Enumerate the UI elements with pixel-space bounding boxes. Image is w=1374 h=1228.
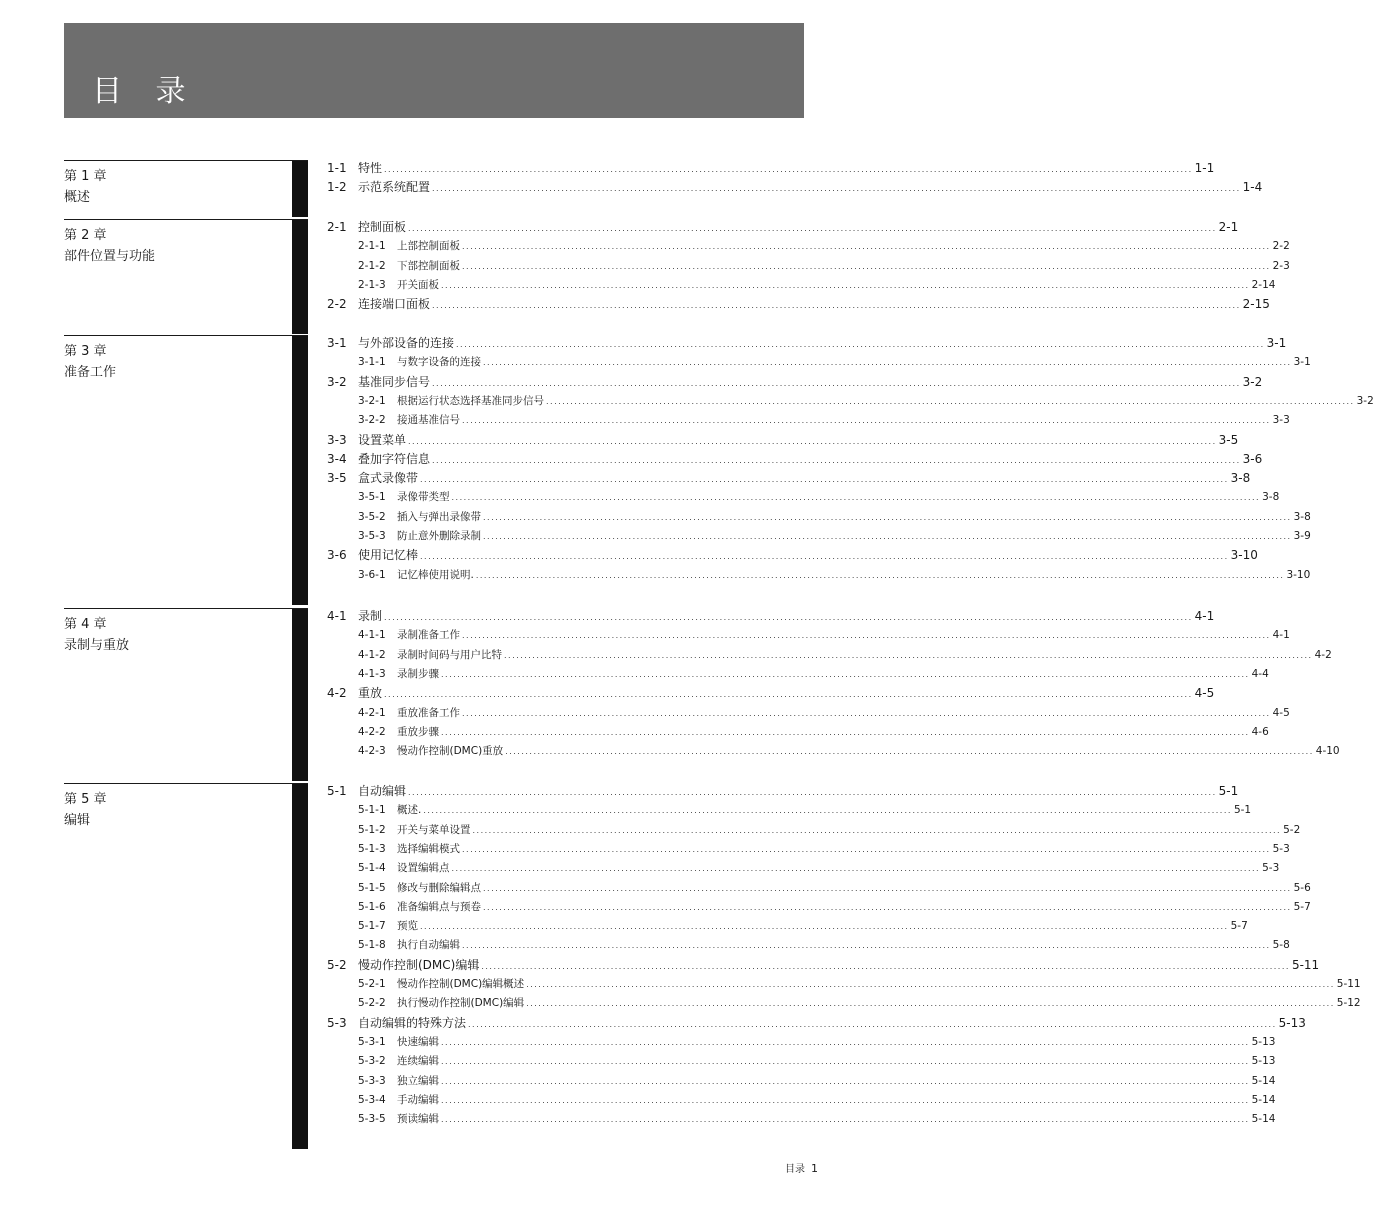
chapter-number: 第 4 章 xyxy=(64,617,107,632)
toc-section-entry[interactable] xyxy=(327,374,1263,390)
entry-title: 插入与弹出录像带 xyxy=(397,511,481,523)
entry-page-number: 2-15 xyxy=(1242,297,1270,311)
dot-leader: ........................................................................................................................................................................................................ xyxy=(462,631,1271,640)
footer-label: 目录 xyxy=(785,1164,805,1175)
entry-page-number: 3-9 xyxy=(1293,530,1311,542)
entry-page-number: 5-6 xyxy=(1293,882,1311,894)
entry-number: 1-2 xyxy=(327,180,347,194)
toc-section-entry[interactable] xyxy=(327,432,1239,448)
entry-page-number: 5-1 xyxy=(1233,804,1252,816)
dot-leader: ........................................................................................................................................................................................................ xyxy=(384,613,1193,622)
entry-title: 连续编辑 xyxy=(397,1055,439,1067)
entry-page-number: 2-14 xyxy=(1251,279,1276,291)
dot-leader: ........................................................................................................................................................................................................ xyxy=(451,864,1261,873)
toc-subsection-entry[interactable] xyxy=(327,489,1280,505)
entry-number: 5-1-2 xyxy=(358,824,386,836)
entry-title: 录制时间码与用户比特 xyxy=(397,649,502,661)
dot-leader: ........................................................................................................................................................................................................ xyxy=(432,184,1241,193)
toc-subsection-entry[interactable] xyxy=(327,277,1276,293)
entry-number: 3-2 xyxy=(327,375,347,389)
entry-page-number: 1-4 xyxy=(1242,180,1263,194)
entry-number: 3-6-1 xyxy=(358,569,386,581)
entry-title: 准备编辑点与预卷 xyxy=(397,901,481,913)
chapter-marker-bar xyxy=(292,336,308,605)
entry-title: 设置菜单 xyxy=(358,433,407,447)
page-header xyxy=(64,23,804,118)
entry-page-number: 3-1 xyxy=(1293,356,1311,368)
entry-title: 与外部设备的连接 xyxy=(358,336,455,350)
entry-number: 4-1-3 xyxy=(358,668,386,680)
toc-section-entry[interactable] xyxy=(327,608,1215,624)
toc-subsection-entry[interactable] xyxy=(327,937,1290,953)
dot-leader: ........................................................................................................................................................................................................ xyxy=(384,165,1193,174)
dot-leader: ........................................................................................................................................................................................................ xyxy=(441,1096,1250,1105)
entry-number: 3-2-1 xyxy=(358,395,386,407)
entry-page-number: 4-4 xyxy=(1251,668,1269,680)
entry-page-number: 4-5 xyxy=(1272,707,1290,719)
entry-title: 选择编辑模式 xyxy=(397,843,460,855)
toc-subsection-entry[interactable] xyxy=(327,743,1340,759)
dot-leader: ........................................................................................................................................................................................................ xyxy=(483,358,1292,367)
dot-leader: ........................................................................................................................................................................................................ xyxy=(432,456,1241,465)
toc-section-entry[interactable] xyxy=(327,685,1215,701)
entry-title: 记忆棒使用说明. xyxy=(397,569,474,581)
toc-subsection-entry[interactable] xyxy=(327,976,1361,992)
dot-leader: ........................................................................................................................................................................................................ xyxy=(441,728,1250,737)
entry-title: 接通基准信号 xyxy=(397,414,460,426)
dot-leader: ........................................................................................................................................................................................................ xyxy=(483,903,1292,912)
entry-number: 4-2 xyxy=(327,686,347,700)
entry-page-number: 5-7 xyxy=(1230,920,1248,932)
dot-leader: ........................................................................................................................................................................................................ xyxy=(441,1038,1250,1047)
toc-section-entry[interactable] xyxy=(327,957,1320,973)
dot-leader: ........................................................................................................................................................................................................ xyxy=(462,262,1271,271)
chapter-heading xyxy=(64,219,308,264)
entry-page-number: 4-5 xyxy=(1194,686,1215,700)
toc-section-entry[interactable] xyxy=(327,296,1270,312)
entry-title: 特性 xyxy=(358,161,383,175)
entry-page-number: 3-10 xyxy=(1230,548,1258,562)
entry-title: 示范系统配置 xyxy=(358,180,431,194)
dot-leader: ........................................................................................................................................................................................................ xyxy=(408,224,1217,233)
entry-number: 4-1 xyxy=(327,609,347,623)
entry-title: 自动编辑 xyxy=(358,784,407,798)
dot-leader: ........................................................................................................................................................................................................ xyxy=(526,999,1335,1008)
toc-subsection-entry[interactable] xyxy=(327,918,1248,934)
dot-leader: ........................................................................................................................................................................................................ xyxy=(441,1077,1250,1086)
entry-title: 下部控制面板 xyxy=(397,260,460,272)
entry-page-number: 3-2 xyxy=(1242,375,1263,389)
dot-leader: ........................................................................................................................................................................................................ xyxy=(504,651,1313,660)
entry-title: 录制准备工作 xyxy=(397,629,460,641)
entry-page-number: 5-7 xyxy=(1293,901,1311,913)
toc-subsection-entry[interactable] xyxy=(327,647,1332,663)
entry-number: 2-1-3 xyxy=(358,279,386,291)
toc-subsection-entry[interactable] xyxy=(327,258,1290,274)
entry-title: 录像带类型 xyxy=(397,491,450,503)
toc-subsection-entry[interactable] xyxy=(327,1111,1276,1127)
entry-page-number: 3-6 xyxy=(1242,452,1263,466)
entry-number: 2-1 xyxy=(327,220,347,234)
toc-subsection-entry[interactable] xyxy=(327,822,1301,838)
toc-subsection-entry[interactable] xyxy=(327,1034,1276,1050)
entry-page-number: 3-5 xyxy=(1218,433,1239,447)
dot-leader: ........................................................................................................................................................................................................ xyxy=(481,962,1290,971)
entry-title: 预览 xyxy=(397,920,418,932)
dot-leader: ........................................................................................................................................................................................................ xyxy=(472,826,1282,835)
dot-leader: ........................................................................................................................................................................................................ xyxy=(384,690,1193,699)
toc-subsection-entry[interactable] xyxy=(327,705,1290,721)
entry-number: 5-1-8 xyxy=(358,939,386,951)
toc-section-entry[interactable] xyxy=(327,1015,1306,1031)
entry-page-number: 4-6 xyxy=(1251,726,1269,738)
entry-number: 5-3-5 xyxy=(358,1113,386,1125)
dot-leader: ........................................................................................................................................................................................................ xyxy=(432,379,1241,388)
entry-title: 上部控制面板 xyxy=(397,240,460,252)
dot-leader: ........................................................................................................................................................................................................ xyxy=(468,1020,1277,1029)
toc-subsection-entry[interactable] xyxy=(327,1073,1276,1089)
chapter-number: 第 3 章 xyxy=(64,344,107,359)
dot-leader: ........................................................................................................................................................................................................ xyxy=(462,416,1271,425)
entry-title: 根据运行状态选择基准同步信号 xyxy=(397,395,544,407)
entry-page-number: 4-1 xyxy=(1194,609,1215,623)
chapter-number: 第 2 章 xyxy=(64,228,107,243)
dot-leader: ........................................................................................................................................................................................................ xyxy=(456,340,1265,349)
toc-subsection-entry[interactable] xyxy=(327,1092,1276,1108)
dot-leader: ........................................................................................................................................................................................................ xyxy=(483,884,1292,893)
dot-leader: ........................................................................................................................................................................................................ xyxy=(451,493,1261,502)
chapter-heading xyxy=(64,783,308,828)
entry-number: 4-1-2 xyxy=(358,649,386,661)
entry-title: 与数字设备的连接 xyxy=(397,356,481,368)
dot-leader: ........................................................................................................................................................................................................ xyxy=(462,709,1271,718)
toc-section-entry[interactable] xyxy=(327,451,1263,467)
toc-subsection-entry[interactable] xyxy=(327,238,1290,254)
chapter-marker-bar xyxy=(292,609,308,781)
dot-leader: ........................................................................................................................................................................................................ xyxy=(441,281,1250,290)
entry-page-number: 5-11 xyxy=(1336,978,1361,990)
entry-page-number: 4-1 xyxy=(1272,629,1290,641)
toc-subsection-entry[interactable] xyxy=(327,841,1290,857)
toc-subsection-entry[interactable] xyxy=(327,567,1311,583)
toc-section-entry[interactable] xyxy=(327,470,1251,486)
toc-subsection-entry[interactable] xyxy=(327,354,1311,370)
dot-leader: ........................................................................................................................................................................................................ xyxy=(420,475,1229,484)
entry-page-number: 5-3 xyxy=(1272,843,1290,855)
toc-subsection-entry[interactable] xyxy=(327,880,1311,896)
entry-number: 5-3-3 xyxy=(358,1075,386,1087)
entry-page-number: 5-13 xyxy=(1278,1016,1306,1030)
entry-page-number: 5-8 xyxy=(1272,939,1290,951)
entry-number: 3-2-2 xyxy=(358,414,386,426)
entry-number: 5-1 xyxy=(327,784,347,798)
entry-title: 开关与菜单设置 xyxy=(397,824,471,836)
entry-page-number: 1-1 xyxy=(1194,161,1215,175)
toc-section-entry[interactable] xyxy=(327,335,1287,351)
toc-section-entry[interactable] xyxy=(327,783,1239,799)
entry-page-number: 3-3 xyxy=(1272,414,1290,426)
entry-number: 5-2-2 xyxy=(358,997,386,1009)
entry-title: 慢动作控制(DMC)重放 xyxy=(397,745,504,757)
entry-number: 3-3 xyxy=(327,433,347,447)
entry-title: 慢动作控制(DMC)编辑概述 xyxy=(397,978,525,990)
dot-leader: ........................................................................................................................................................................................................ xyxy=(420,552,1229,561)
dot-leader: ........................................................................................................................................................................................................ xyxy=(462,845,1271,854)
dot-leader: ........................................................................................................................................................................................................ xyxy=(462,242,1271,251)
entry-page-number: 3-1 xyxy=(1266,336,1287,350)
entry-number: 3-1-1 xyxy=(358,356,386,368)
entry-page-number: 3-10 xyxy=(1286,569,1311,581)
entry-number: 4-2-3 xyxy=(358,745,386,757)
entry-page-number: 3-8 xyxy=(1230,471,1251,485)
entry-title: 连接端口面板 xyxy=(358,297,431,311)
entry-title: 盒式录像带 xyxy=(358,471,419,485)
entry-number: 3-5 xyxy=(327,471,347,485)
entry-number: 5-3-2 xyxy=(358,1055,386,1067)
dot-leader: ........................................................................................................................................................................................................ xyxy=(475,571,1285,580)
toc-section-entry[interactable] xyxy=(327,179,1263,195)
dot-leader: ........................................................................................................................................................................................................ xyxy=(441,670,1250,679)
entry-page-number: 5-13 xyxy=(1251,1055,1276,1067)
dot-leader: ........................................................................................................................................................................................................ xyxy=(441,1057,1250,1066)
toc-subsection-entry[interactable] xyxy=(327,995,1361,1011)
entry-title: 录制步骤 xyxy=(397,668,439,680)
dot-leader: ........................................................................................................................................................................................................ xyxy=(546,397,1355,406)
toc-subsection-entry[interactable] xyxy=(327,724,1269,740)
entry-number: 3-1 xyxy=(327,336,347,350)
chapter-name: 录制与重放 xyxy=(64,638,130,653)
dot-leader: ........................................................................................................................................................................................................ xyxy=(526,980,1335,989)
entry-number: 4-1-1 xyxy=(358,629,386,641)
entry-page-number: 3-8 xyxy=(1262,491,1280,503)
entry-title: 执行慢动作控制(DMC)编辑 xyxy=(397,997,525,1009)
chapter-heading xyxy=(64,160,308,205)
entry-number: 2-1-2 xyxy=(358,260,386,272)
entry-number: 4-2-1 xyxy=(358,707,386,719)
toc-subsection-entry[interactable] xyxy=(327,528,1311,544)
entry-title: 录制 xyxy=(358,609,383,623)
toc-section-entry[interactable] xyxy=(327,160,1215,176)
entry-number: 1-1 xyxy=(327,161,347,175)
entry-title: 独立编辑 xyxy=(397,1075,439,1087)
dot-leader: ........................................................................................................................................................................................................ xyxy=(423,806,1232,815)
page-title: 目 录 xyxy=(92,74,198,109)
toc-section-entry[interactable] xyxy=(327,547,1258,563)
toc-subsection-entry[interactable] xyxy=(327,1053,1276,1069)
dot-leader: ........................................................................................................................................................................................................ xyxy=(432,301,1241,310)
entry-page-number: 2-1 xyxy=(1218,220,1239,234)
chapter-heading xyxy=(64,608,308,653)
entry-number: 5-1-5 xyxy=(358,882,386,894)
entry-title: 控制面板 xyxy=(358,220,407,234)
entry-number: 3-5-2 xyxy=(358,511,386,523)
dot-leader: ........................................................................................................................................................................................................ xyxy=(483,513,1292,522)
entry-page-number: 5-14 xyxy=(1251,1094,1276,1106)
entry-number: 3-4 xyxy=(327,452,347,466)
entry-title: 修改与删除编辑点 xyxy=(397,882,481,894)
chapter-name: 准备工作 xyxy=(64,365,117,380)
entry-number: 5-2 xyxy=(327,958,347,972)
toc-subsection-entry[interactable] xyxy=(327,627,1290,643)
dot-leader: ........................................................................................................................................................................................................ xyxy=(408,788,1217,797)
toc-subsection-entry[interactable] xyxy=(327,412,1290,428)
entry-page-number: 5-12 xyxy=(1336,997,1361,1009)
entry-title: 执行自动编辑 xyxy=(397,939,460,951)
entry-title: 叠加字符信息 xyxy=(358,452,431,466)
entry-title: 手动编辑 xyxy=(397,1094,439,1106)
entry-page-number: 4-2 xyxy=(1314,649,1332,661)
entry-number: 5-1-6 xyxy=(358,901,386,913)
entry-title: 重放 xyxy=(358,686,383,700)
entry-title: 快速编辑 xyxy=(397,1036,439,1048)
toc-subsection-entry[interactable] xyxy=(327,899,1311,915)
entry-page-number: 2-3 xyxy=(1272,260,1290,272)
chapter-heading xyxy=(64,335,308,380)
entry-title: 基准同步信号 xyxy=(358,375,431,389)
entry-number: 3-6 xyxy=(327,548,347,562)
entry-title: 概述. xyxy=(397,804,422,816)
entry-number: 3-5-1 xyxy=(358,491,386,503)
dot-leader: ........................................................................................................................................................................................................ xyxy=(505,747,1314,756)
toc-subsection-entry[interactable] xyxy=(327,802,1252,818)
entry-number: 5-1-1 xyxy=(358,804,386,816)
entry-page-number: 5-2 xyxy=(1283,824,1301,836)
entry-number: 5-1-3 xyxy=(358,843,386,855)
entry-number: 2-2 xyxy=(327,297,347,311)
dot-leader: ........................................................................................................................................................................................................ xyxy=(420,922,1229,931)
footer-page-number: 1 xyxy=(811,1162,818,1175)
entry-title: 使用记忆棒 xyxy=(358,548,419,562)
dot-leader: ........................................................................................................................................................................................................ xyxy=(441,1115,1250,1124)
toc-section-entry[interactable] xyxy=(327,219,1239,235)
chapter-marker-bar xyxy=(292,161,308,217)
entry-title: 重放准备工作 xyxy=(397,707,460,719)
chapter-marker-bar xyxy=(292,220,308,334)
chapter-name: 编辑 xyxy=(64,813,91,828)
toc-subsection-entry[interactable] xyxy=(327,509,1311,525)
entry-title: 设置编辑点 xyxy=(397,862,450,874)
page-footer xyxy=(785,1160,818,1175)
entry-number: 5-3 xyxy=(327,1016,347,1030)
chapter-number: 第 1 章 xyxy=(64,169,107,184)
entry-page-number: 3-2 xyxy=(1356,395,1374,407)
entry-number: 4-2-2 xyxy=(358,726,386,738)
entry-number: 5-3-4 xyxy=(358,1094,386,1106)
entry-title: 重放步骤 xyxy=(397,726,439,738)
entry-title: 开关面板 xyxy=(397,279,439,291)
dot-leader: ........................................................................................................................................................................................................ xyxy=(408,437,1217,446)
entry-page-number: 2-2 xyxy=(1272,240,1290,252)
toc-subsection-entry[interactable] xyxy=(327,666,1269,682)
toc-subsection-entry[interactable] xyxy=(327,393,1374,409)
entry-page-number: 5-3 xyxy=(1262,862,1280,874)
entry-title: 慢动作控制(DMC)编辑 xyxy=(358,958,480,972)
entry-page-number: 5-1 xyxy=(1218,784,1239,798)
entry-title: 预读编辑 xyxy=(397,1113,439,1125)
entry-number: 5-3-1 xyxy=(358,1036,386,1048)
entry-number: 3-5-3 xyxy=(358,530,386,542)
entry-page-number: 5-13 xyxy=(1251,1036,1276,1048)
chapter-number: 第 5 章 xyxy=(64,792,107,807)
chapter-name: 部件位置与功能 xyxy=(64,249,156,264)
entry-page-number: 5-14 xyxy=(1251,1075,1276,1087)
entry-page-number: 4-10 xyxy=(1315,745,1340,757)
entry-page-number: 5-14 xyxy=(1251,1113,1276,1125)
entry-page-number: 5-11 xyxy=(1291,958,1320,972)
entry-number: 5-1-7 xyxy=(358,920,386,932)
chapter-name: 概述 xyxy=(64,190,91,205)
toc-subsection-entry[interactable] xyxy=(327,860,1280,876)
dot-leader: ........................................................................................................................................................................................................ xyxy=(483,532,1292,541)
entry-number: 5-2-1 xyxy=(358,978,386,990)
entry-page-number: 3-8 xyxy=(1293,511,1311,523)
entry-title: 防止意外删除录制 xyxy=(397,530,481,542)
chapter-marker-bar xyxy=(292,784,308,1149)
entry-number: 5-1-4 xyxy=(358,862,386,874)
dot-leader: ........................................................................................................................................................................................................ xyxy=(462,941,1271,950)
entry-number: 2-1-1 xyxy=(358,240,386,252)
entry-title: 自动编辑的特殊方法 xyxy=(358,1016,467,1030)
